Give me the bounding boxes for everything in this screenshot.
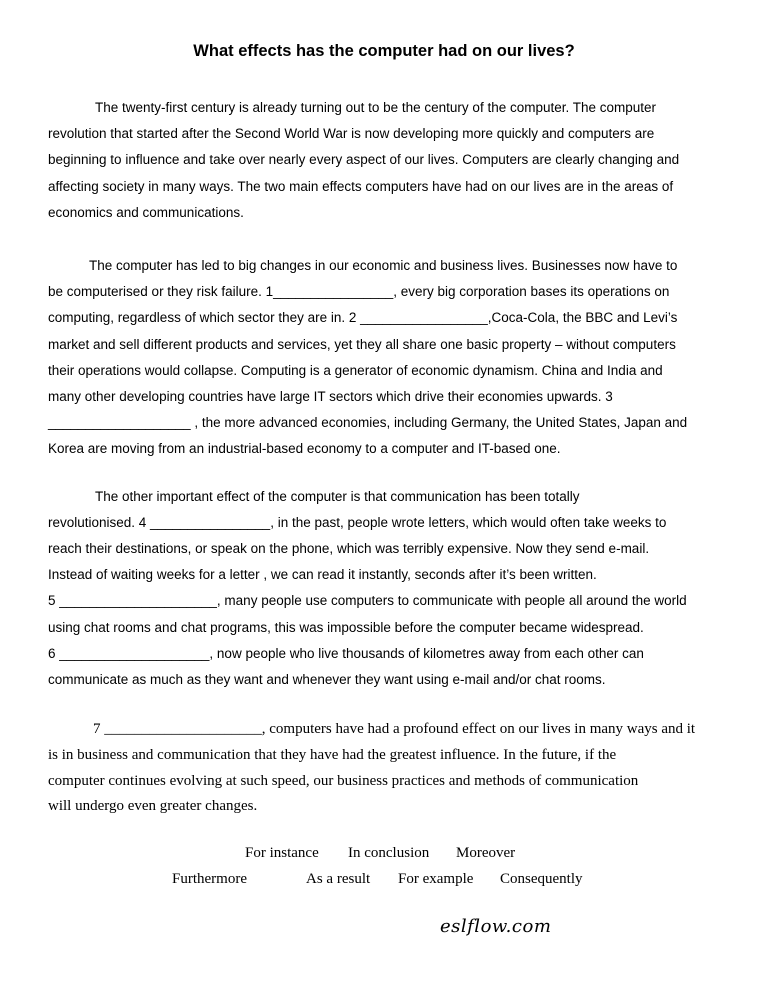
- paragraph-line: communicate as much as they want and whenever they want using e-mail and/or chat rooms.: [48, 672, 606, 687]
- word-bank-item: For instance: [245, 845, 319, 861]
- paragraph-line: their operations would collapse. Computing is a generator of economic dynamism. China and India and: [48, 363, 663, 378]
- paragraph-line: The twenty-first century is already turning out to be the century of the computer. The computer: [95, 100, 657, 115]
- paragraph-line: computer continues evolving at such speed, our business practices and methods of communication: [48, 773, 639, 789]
- paragraph-line: will undergo even greater changes.: [48, 798, 258, 814]
- paragraph-line: using chat rooms and chat programs, this was impossible before the computer became widespread.: [48, 620, 644, 635]
- paragraph-line: Korea are moving from an industrial-based economy to a computer and IT-based one.: [48, 441, 561, 456]
- paragraph-line: reach their destinations, or speak on the phone, which was terribly expensive. Now they send e-mail.: [48, 541, 650, 556]
- word-bank-item: In conclusion: [348, 845, 430, 861]
- paragraph-line: affecting society in many ways. The two main effects computers have had on our lives are in the areas of: [48, 179, 674, 194]
- paragraph-line: computing, regardless of which sector they are in. 2 _________________,Coca-Cola, the BBC and Levi’s: [48, 310, 678, 325]
- paragraph-line: 7 _____________________, computers have had a profound effect on our lives in many ways and it: [93, 721, 696, 737]
- paragraph-line: beginning to influence and take over nearly every aspect of our lives. Computers are clearly changing and: [48, 152, 680, 167]
- paragraph-line: is in business and communication that they have had the greatest influence. In the future, if the: [48, 747, 617, 763]
- paragraph-line: many other developing countries have large IT sectors which drive their economies upwards. 3: [48, 389, 613, 404]
- site-brand-logo: eslflow.com: [440, 916, 552, 937]
- word-bank-item: For example: [398, 871, 474, 887]
- word-bank-item: Moreover: [456, 845, 516, 861]
- word-bank-item: Furthermore: [172, 871, 247, 887]
- paragraph-line: 5 _____________________, many people use computers to communicate with people all around the world: [48, 593, 687, 608]
- paragraph-line: be computerised or they risk failure. 1________________, every big corporation bases its operations on: [48, 284, 670, 299]
- word-bank-item: As a result: [306, 871, 371, 887]
- paragraph-line: revolution that started after the Second World War is now developing more quickly and computers are: [48, 126, 655, 141]
- paragraph-line: 6 ____________________, now people who live thousands of kilometres away from each other can: [48, 646, 644, 661]
- paragraph-line: ___________________ , the more advanced economies, including Germany, the United States, Japan and: [48, 415, 688, 430]
- paragraph-line: Instead of waiting weeks for a letter , we can read it instantly, seconds after it’s been written.: [48, 567, 597, 582]
- page-title: What effects has the computer had on our lives?: [193, 42, 575, 60]
- paragraph-line: market and sell different products and services, yet they all share one basic property – without computers: [48, 337, 676, 352]
- paragraph-line: The computer has led to big changes in our economic and business lives. Businesses now have to: [89, 258, 678, 273]
- paragraph-line: economics and communications.: [48, 205, 244, 220]
- paragraph-line: revolutionised. 4 ________________, in the past, people wrote letters, which would often take weeks to: [48, 515, 667, 530]
- word-bank-item: Consequently: [500, 871, 583, 887]
- paragraph-line: The other important effect of the computer is that communication has been totally: [95, 489, 580, 504]
